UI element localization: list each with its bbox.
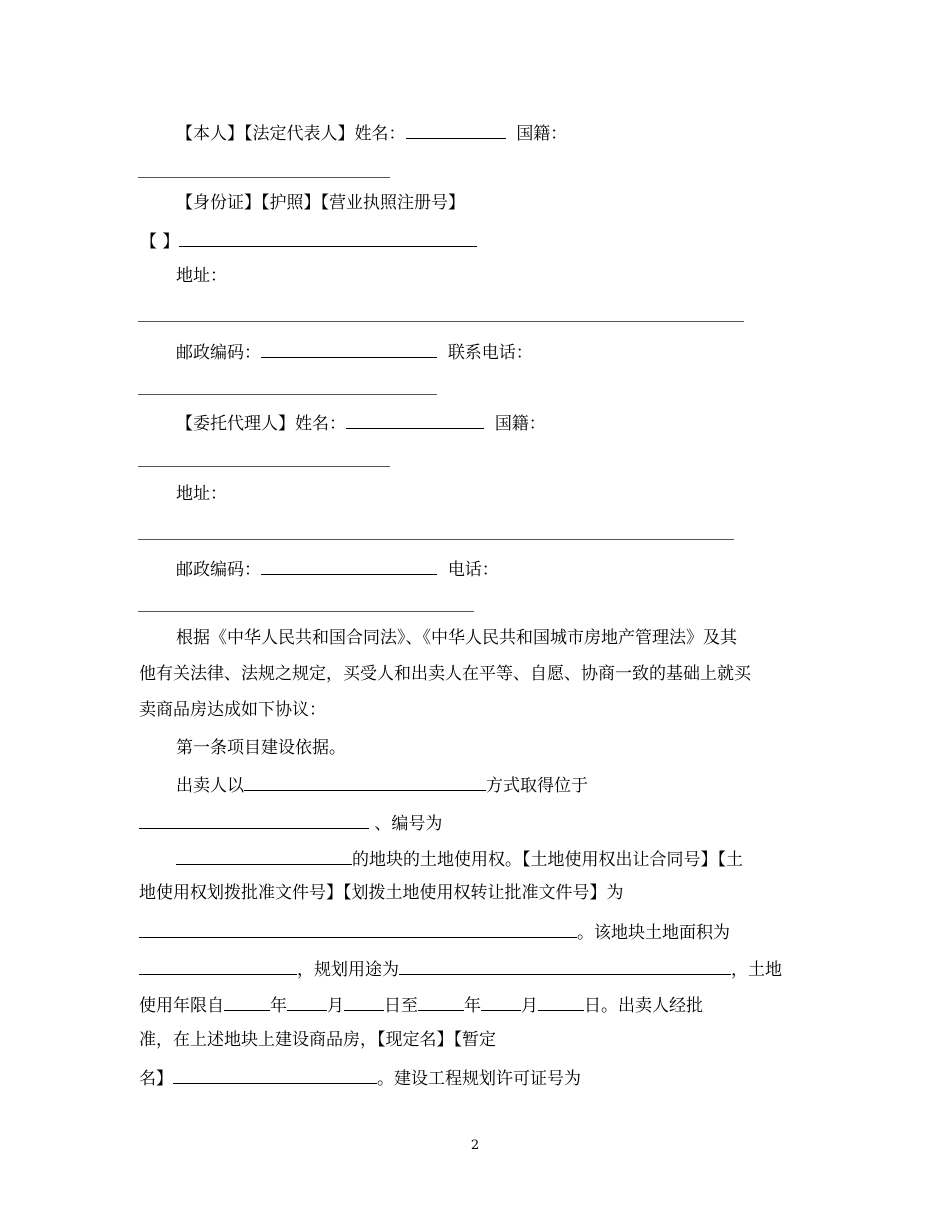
page-number: 2 [470, 1138, 480, 1153]
party-a-postal-label: 邮政编码： [176, 343, 261, 363]
party-a-nationality-field[interactable] [138, 177, 390, 178]
party-a-name-line [176, 121, 567, 145]
contract-number-line [139, 920, 730, 944]
planned-use-field[interactable] [399, 957, 731, 975]
month-label: 月 [521, 996, 538, 1016]
party-a-address-field[interactable] [138, 321, 744, 322]
year-label: 年 [464, 996, 481, 1016]
acquisition-method-field[interactable] [244, 773, 486, 791]
area-label: 。该地块土地面积为 [577, 923, 730, 943]
party-a-name-field[interactable] [406, 121, 506, 139]
day-end-label: 日。出卖人经批 [584, 996, 703, 1016]
purpose-label: ，规划用途为 [297, 960, 399, 980]
party-a-postal-line [176, 340, 533, 364]
party-a-address-label: 地址： [176, 266, 227, 286]
method-suffix: 方式取得位于 [486, 776, 588, 796]
land-number-line [176, 847, 743, 871]
area-purpose-line [139, 957, 782, 981]
agent-heading: 【委托代理人】姓名： [176, 414, 346, 434]
period-line [139, 993, 703, 1017]
end-day-field[interactable] [538, 993, 584, 1011]
day-to-label: 日至 [384, 996, 418, 1016]
party-a-nationality-label: 国籍： [516, 124, 568, 144]
article-1-title: 第一条项目建设依据。 [176, 738, 346, 758]
approval-line: 地使用权划拨批准文件号】【划拨土地使用权转让批准文件号】为 [139, 883, 624, 903]
name-prefix: 名】 [139, 1069, 173, 1089]
approved-line: 准，在上述地块上建设商品房，【现定名】【暂定 [139, 1030, 496, 1050]
land-number-field[interactable] [176, 847, 352, 865]
party-a-heading: 【本人】【法定代表人】姓名： [176, 124, 406, 144]
project-name-line [139, 1066, 581, 1090]
party-a-postal-field[interactable] [261, 340, 437, 358]
agent-postal-field[interactable] [261, 557, 437, 575]
contract-number-field[interactable] [139, 920, 577, 938]
agent-name-line [176, 411, 546, 435]
seller-prefix: 出卖人以 [176, 776, 244, 796]
party-a-phone-field[interactable] [138, 394, 437, 395]
agent-phone-field[interactable] [138, 611, 474, 612]
agent-nationality-field[interactable] [138, 466, 390, 467]
project-name-field[interactable] [173, 1066, 377, 1084]
agent-phone-label: 电话： [447, 560, 499, 580]
party-a-id-types: 【身份证】【护照】【营业执照注册号】 [176, 193, 465, 213]
year-label: 年 [270, 996, 287, 1016]
period-prefix: 使用年限自 [139, 996, 224, 1016]
party-a-other-id-line [140, 229, 477, 253]
permit-label: 。建设工程规划许可证号为 [377, 1069, 581, 1089]
land-use-right-text: 的地块的土地使用权。【土地使用权出让合同号】【土 [352, 850, 743, 870]
number-label: 、编号为 [374, 814, 443, 834]
agent-address-field[interactable] [138, 539, 734, 540]
month-label: 月 [327, 996, 344, 1016]
preamble-line: 根据《中华人民共和国合同法》、《中华人民共和国城市房地产管理法》及其 [176, 628, 737, 648]
agent-nationality-label: 国籍： [494, 414, 546, 434]
preamble-line: 他有关法律、法规之规定，买受人和出卖人在平等、自愿、协商一致的基础上就买 [139, 664, 751, 684]
seller-method-line [176, 773, 588, 797]
party-a-other-id-label: 【 】 [140, 232, 180, 252]
agent-postal-label: 邮政编码： [176, 560, 261, 580]
start-month-field[interactable] [287, 993, 327, 1011]
agent-name-field[interactable] [346, 411, 484, 429]
agent-address-label: 地址： [176, 484, 227, 504]
end-year-field[interactable] [418, 993, 464, 1011]
agent-postal-line [176, 557, 499, 581]
location-line [139, 811, 442, 835]
preamble-line: 卖商品房达成如下协议： [139, 700, 326, 720]
land-label: ，土地 [731, 960, 782, 980]
party-a-phone-label: 联系电话： [447, 343, 533, 363]
location-field[interactable] [139, 811, 369, 829]
party-a-id-number-field[interactable] [179, 229, 477, 247]
start-day-field[interactable] [344, 993, 384, 1011]
start-year-field[interactable] [224, 993, 270, 1011]
land-area-field[interactable] [139, 957, 297, 975]
end-month-field[interactable] [481, 993, 521, 1011]
